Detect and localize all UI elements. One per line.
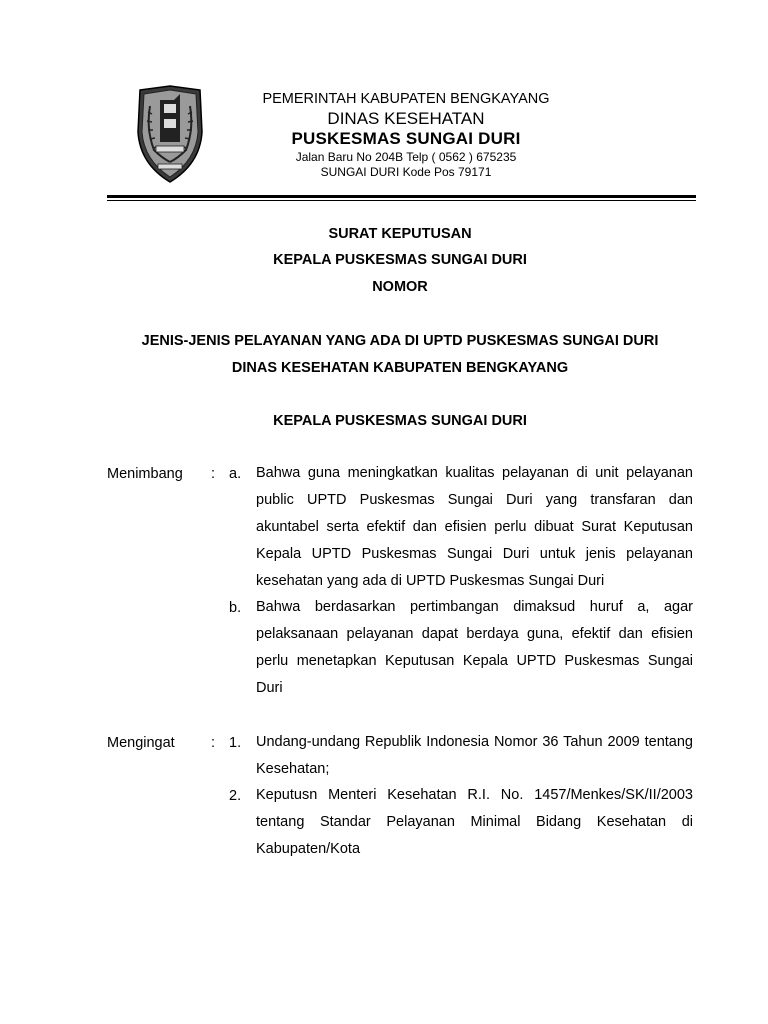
mengingat-label: Mengingat [107,735,175,751]
document-type-title: SURAT KEPUTUSAN [328,226,472,242]
mengingat-marker-2: 2. [229,788,242,804]
mengingat-colon: : [211,735,216,751]
letterhead-divider-thick [107,195,696,198]
mengingat-item-1: Undang-undang Republik Indonesia Nomor 36 Tahun 2009 tentang Kesehatan; [256,734,693,777]
signatory-heading: KEPALA PUSKESMAS SUNGAI DURI [273,413,527,429]
letterhead-address: Jalan Baru No 204B Telp ( 0562 ) 675235 [295,150,517,164]
menimbang-marker-a: a. [229,466,242,482]
letterhead-postal: SUNGAI DURI Kode Pos 79171 [320,165,492,179]
issuer-title: KEPALA PUSKESMAS SUNGAI DURI [273,252,527,268]
mengingat-item-2: Keputusn Menteri Kesehatan R.I. No. 1457/Menkes/SK/II/2003 tentang Standar Pelayanan Minimal Bidang Kesehatan di Kabupaten/Kota [256,787,693,857]
letterhead-agency: DINAS KESEHATAN [327,109,485,128]
menimbang-item-b: Bahwa berdasarkan pertimbangan dimaksud huruf a, agar pelaksanaan pelayanan dapat berdaya guna, efektif dan efisien perlu menetapkan Keputusan Kepala UPTD Puskesmas Sungai Duri [256,599,693,696]
letterhead-government: PEMERINTAH KABUPATEN BENGKAYANG [262,91,550,107]
menimbang-colon: : [211,466,216,482]
regency-emblem-logo [134,84,206,184]
subject-line-2: DINAS KESEHATAN KABUPATEN BENGKAYANG [231,360,569,376]
letterhead-divider-thin [107,200,696,201]
letterhead-institution: PUSKESMAS SUNGAI DURI [291,129,521,148]
menimbang-item-a: Bahwa guna meningkatkan kualitas pelayanan di unit pelayanan public UPTD Puskesmas Sungai Duri yang transfaran dan akuntabel serta efektif dan efisien perlu dibuat Surat Keputusan Kepala UPTD Puskesmas Sungai Duri untuk jenis pelayanan kesehatan yang ada di UPTD Puskesmas Sungai Duri [256,465,693,589]
menimbang-label: Menimbang [107,466,183,482]
subject-line-1: JENIS-JENIS PELAYANAN YANG ADA DI UPTD PUSKESMAS SUNGAI DURI [141,333,659,349]
menimbang-marker-b: b. [229,600,242,616]
mengingat-marker-1: 1. [229,735,242,751]
decree-number: NOMOR [372,279,428,295]
